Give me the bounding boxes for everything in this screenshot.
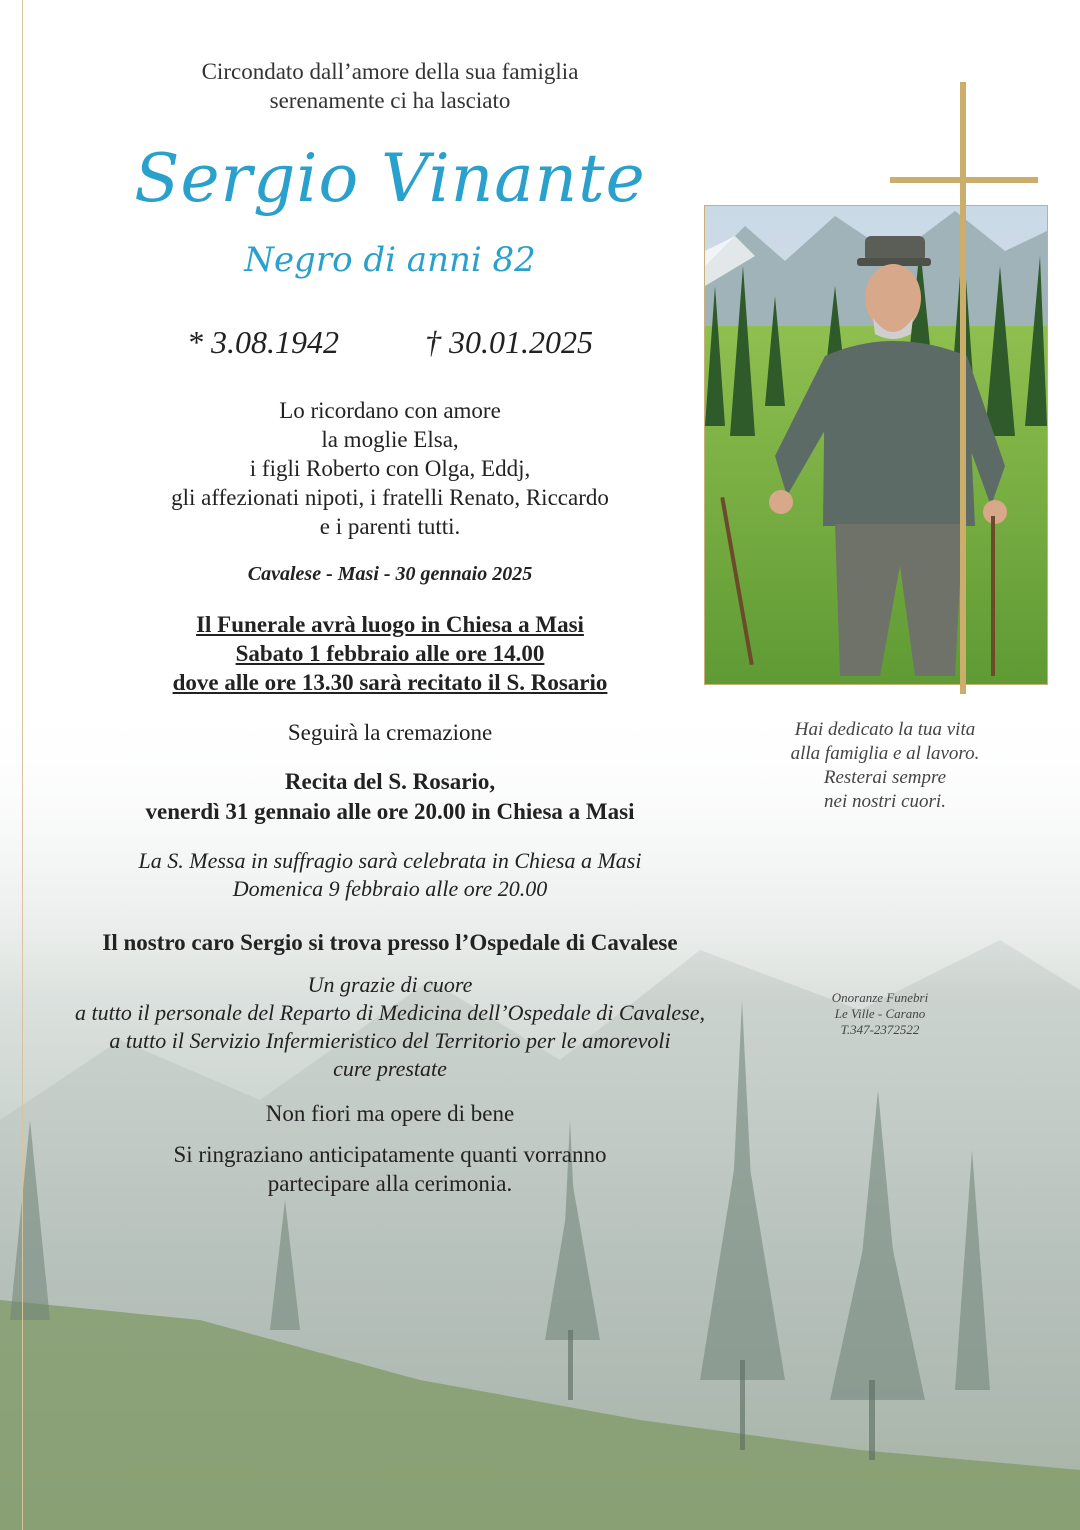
- verse-line-2: alla famiglia e al lavoro.: [790, 743, 980, 764]
- location-note: Il nostro caro Sergio si trova presso l’Ospedale di Cavalese: [102, 930, 678, 955]
- verse-line-1: Hai dedicato la tua vita: [794, 719, 976, 740]
- cross-horizontal-bar: [890, 177, 1038, 183]
- family-line-5: e i parenti tutti.: [319, 514, 461, 539]
- no-flowers-note: Non fiori ma opere di bene: [265, 1101, 515, 1126]
- thanks-line-4: cure prestate: [333, 1056, 447, 1081]
- closing-line-1: Si ringraziano anticipatamente quanti vorranno: [173, 1142, 607, 1167]
- funeral-home-phone: T.347-2372522: [840, 1022, 920, 1037]
- deceased-nickname-age: Negro di anni 82: [244, 240, 536, 280]
- funeral-line-1: Il Funerale avrà luogo in Chiesa a Masi: [196, 612, 584, 637]
- left-border-line: [22, 0, 23, 1530]
- birth-date: * 3.08.1942: [187, 324, 339, 360]
- funeral-line-3: dove alle ore 13.30 sarà recitato il S. Rosario: [172, 670, 608, 695]
- verse-line-3: Resterai sempre: [823, 767, 947, 788]
- mass-line-1: La S. Messa in suffragio sarà celebrata in Chiesa a Masi: [138, 848, 642, 873]
- verse-line-4: nei nostri cuori.: [824, 791, 946, 812]
- funeral-home-place: Le Ville - Carano: [834, 1006, 926, 1021]
- family-line-4: gli affezionati nipoti, i fratelli Renato, Riccardo: [171, 485, 609, 510]
- thanks-line-3: a tutto il Servizio Infermieristico del Territorio per le amorevoli: [109, 1028, 671, 1053]
- portrait-photo: [704, 205, 1048, 685]
- family-line-1: Lo ricordano con amore: [279, 398, 501, 423]
- family-line-2: la moglie Elsa,: [321, 427, 459, 452]
- thanks-line-2: a tutto il personale del Reparto di Medicina dell’Ospedale di Cavalese,: [75, 1000, 705, 1025]
- intro-line-1: Circondato dall’amore della sua famiglia: [201, 59, 579, 84]
- intro-line-2: serenamente ci ha lasciato: [269, 88, 511, 113]
- place-date: Cavalese - Masi - 30 gennaio 2025: [247, 563, 533, 585]
- family-line-3: i figli Roberto con Olga, Eddj,: [249, 456, 531, 481]
- closing-line-2: partecipare alla cerimonia.: [267, 1171, 513, 1196]
- thanks-line-1: Un grazie di cuore: [307, 972, 473, 997]
- dates-row: [40, 324, 740, 361]
- funeral-line-2: Sabato 1 febbraio alle ore 14.00: [235, 641, 545, 666]
- cross-vertical-bar: [960, 82, 966, 694]
- funeral-home-name: Onoranze Funebri: [831, 990, 929, 1005]
- rosary-line-2: venerdì 31 gennaio alle ore 20.00 in Chiesa a Masi: [145, 799, 635, 824]
- death-date: † 30.01.2025: [425, 324, 593, 360]
- deceased-name: Sergio Vinante: [134, 140, 646, 217]
- portrait-photo-illustration: [705, 206, 1047, 684]
- mass-line-2: Domenica 9 febbraio alle ore 20.00: [232, 876, 548, 901]
- rosary-line-1: Recita del S. Rosario,: [284, 769, 496, 794]
- cremation-note: Seguirà la cremazione: [287, 720, 493, 745]
